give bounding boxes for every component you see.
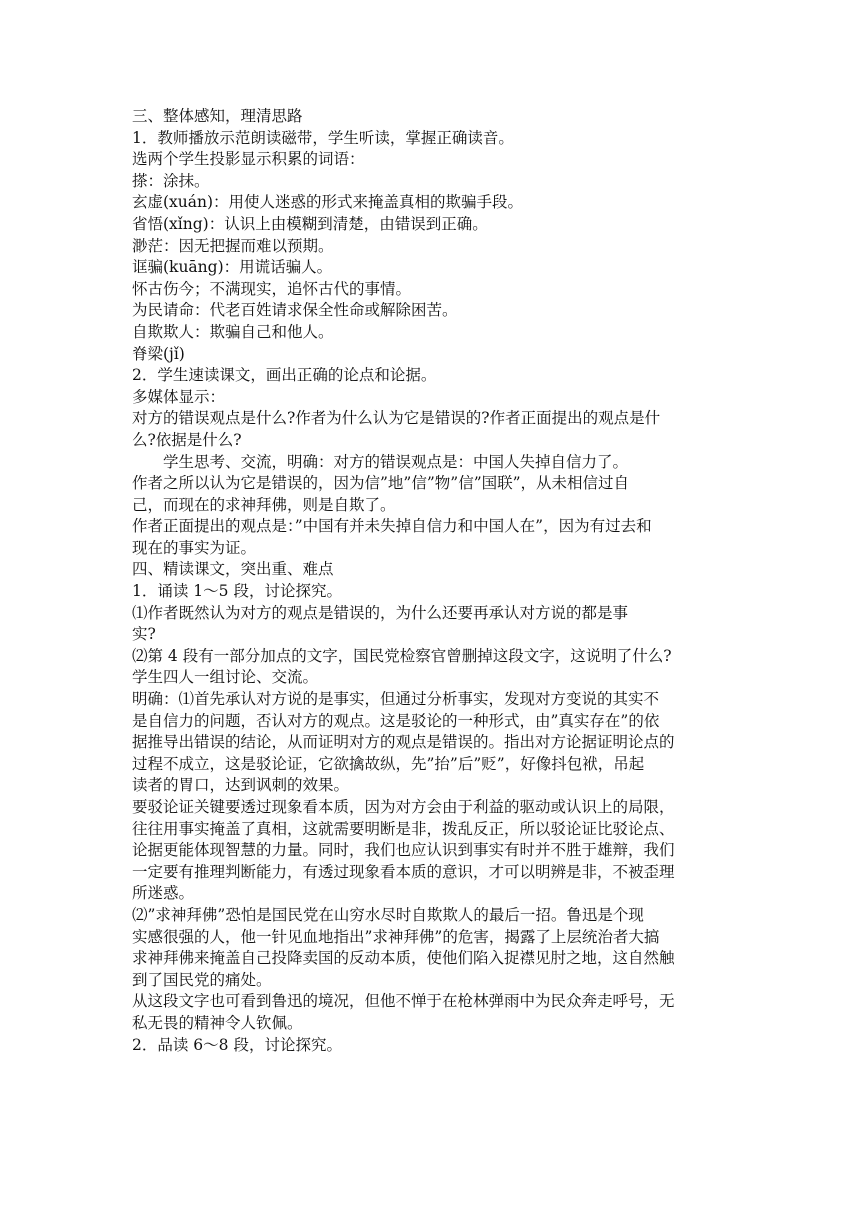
- text-line: 过程不成立，这是驳论证，它欲擒故纵，先”抬”后”贬”，好像抖包袱，吊起: [132, 754, 645, 773]
- text-line: 么?依据是什么?: [132, 430, 242, 449]
- text-line: 作者之所以认为它是错误的，因为信”地”信”物”信”国联”，从未相信过自: [132, 474, 630, 493]
- text-line: 作者正面提出的观点是：”中国有并未失掉自信力和中国人在”，因为有过去和: [132, 517, 652, 536]
- text-line: ⑵第 4 段有一部分加点的文字，国民党检察官曾删掉这段文字，这说明了什么?: [132, 646, 672, 665]
- text-line: 学生思考、交流，明确：对方的错误观点是：中国人失掉自信力了。: [163, 452, 629, 471]
- text-line: 选两个学生投影显示积累的词语：: [132, 150, 365, 169]
- text-line: 三、整体感知，理清思路: [132, 107, 303, 125]
- text-line: 读者的胃口，达到讽刺的效果。: [132, 776, 350, 795]
- document-page: [132, 106, 738, 1056]
- text-line: 现在的事实为证。: [132, 538, 257, 557]
- text-line: 己，而现在的求神拜佛，则是自欺了。: [132, 495, 396, 514]
- text-line: ⑴作者既然认为对方的观点是错误的，为什么还要再承认对方说的都是事: [132, 603, 629, 622]
- text-line: 求神拜佛来掩盖自己投降卖国的反动本质，使他们陷入捉襟见肘之地，这自然触: [132, 949, 675, 968]
- text-line: ⑵”求神拜佛”恐怕是国民党在山穷水尽时自欺欺人的最后一招。鲁迅是个现: [132, 905, 644, 924]
- text-line: 1．诵读 1～5 段，讨论探究。: [132, 582, 342, 601]
- text-line: 所迷惑。: [132, 884, 195, 903]
- text-line: 要驳论证关键要透过现象看本质，因为对方会由于利益的驱动或认识上的局限，: [132, 798, 675, 816]
- text-line: 为民请命：代老百姓请求保全性命或解除困苦。: [132, 301, 458, 320]
- text-line: 明确：⑴首先承认对方说的是事实，但通过分析事实，发现对方变说的其实不: [132, 690, 660, 709]
- text-line: 省悟(xǐng)：认识上由模糊到清楚，由错误到正确。: [132, 214, 488, 233]
- text-line: 从这段文字也可看到鲁迅的境况，但他不惮于在枪林弹雨中为民众奔走呼号，无: [132, 992, 675, 1011]
- text-line: 实感很强的人，他一针见血地指出”求神拜佛”的危害，揭露了上层统治者大搞: [132, 927, 660, 946]
- text-line: 往往用事实掩盖了真相，这就需要明断是非，拨乱反正，所以驳论证比驳论点、: [132, 819, 675, 838]
- text-line: 对方的错误观点是什么?作者为什么认为它是错误的?作者正面提出的观点是什: [132, 409, 661, 428]
- text-line: 2．学生速读课文，画出正确的论点和论据。: [132, 366, 437, 385]
- text-line: 私无畏的精神令人钦佩。: [132, 1013, 303, 1032]
- text-line: 四、精读课文，突出重、难点: [132, 560, 334, 579]
- text-line: 一定要有推理判断能力，有透过现象看本质的意识，才可以明辨是非，不被歪理: [132, 862, 675, 881]
- text-line: 怀古伤今；不满现实，追怀古代的事情。: [132, 279, 412, 298]
- text-line: 搽：涂抹。: [132, 171, 210, 190]
- text-line: 玄虚(xuán)：用使人迷惑的形式来掩盖真相的欺骗手段。: [132, 193, 524, 212]
- text-line: 诓骗(kuāng)：用谎话骗人。: [132, 258, 333, 277]
- text-line: 据推导出错误的结论，从而证明对方的观点是错误的。指出对方论据证明论点的: [132, 733, 675, 752]
- text-line: 多媒体显示：: [132, 387, 226, 406]
- text-line: 自欺欺人：欺骗自己和他人。: [132, 322, 334, 341]
- text-line: 实?: [132, 625, 156, 644]
- text-line: 渺茫：因无把握而难以预期。: [132, 236, 334, 255]
- text-line: 是自信力的问题，否认对方的观点。这是驳论的一种形式，由”真实存在”的依: [132, 711, 660, 730]
- text-line: 2．品读 6～8 段，讨论探究。: [132, 1035, 342, 1054]
- text-line: 论据更能体现智慧的力量。同时，我们也应认识到事实有时并不胜于雄辩，我们: [132, 841, 675, 860]
- text-line: 到了国民党的痛处。: [132, 970, 272, 989]
- text-line: 1．教师播放示范朗读磁带，学生听读，掌握正确读音。: [132, 128, 514, 147]
- text-line: 学生四人一组讨论、交流。: [132, 668, 319, 687]
- text-line: 脊梁(jǐ): [132, 344, 185, 363]
